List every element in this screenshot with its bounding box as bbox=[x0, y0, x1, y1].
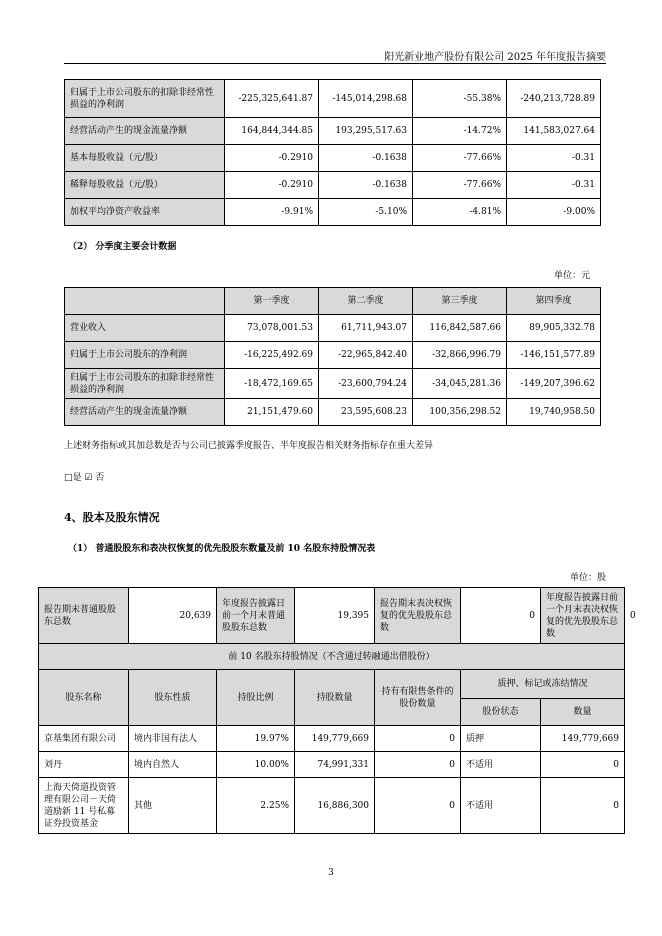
table-row bbox=[39, 778, 625, 834]
header-cell bbox=[65, 288, 225, 315]
table-row bbox=[65, 118, 601, 145]
shareholder-nature: 境内自然人 bbox=[129, 752, 217, 778]
cell-value: -34,045,281.36 bbox=[413, 369, 507, 399]
shareholding-ratio: 10.00% bbox=[217, 752, 295, 778]
table-header-row bbox=[39, 670, 625, 699]
header-cell: 数量 bbox=[541, 699, 625, 726]
cell-value: -145,014,298.68 bbox=[319, 80, 413, 118]
cell-value: 21,151,479.60 bbox=[225, 399, 319, 426]
cell-value: -5.10% bbox=[319, 199, 413, 226]
discrepancy-checkbox-options: □是 ☑ 否 bbox=[64, 473, 105, 483]
table-row bbox=[65, 399, 601, 426]
cell-value: 23,595,608.23 bbox=[319, 399, 413, 426]
pledged-amount: 0 bbox=[541, 778, 625, 834]
unit-label: 单位：股 bbox=[569, 573, 606, 583]
table-row bbox=[65, 199, 601, 226]
header-cell: 第三季度 bbox=[413, 288, 507, 315]
row-label: 稀释每股收益（元/股） bbox=[65, 172, 225, 199]
table-row bbox=[65, 315, 601, 342]
cell-value: 100,356,298.52 bbox=[413, 399, 507, 426]
cell-value: -146,151,577.89 bbox=[507, 342, 601, 369]
discrepancy-note: 上述财务指标或其加总数是否与公司已披露季度报告、半年度报告相关财务指标存在重大差异 bbox=[64, 441, 434, 451]
row-label: 基本每股收益（元/股） bbox=[65, 145, 225, 172]
table-row bbox=[65, 342, 601, 369]
cell-value: -77.66% bbox=[413, 172, 507, 199]
shareholding-quantity: 149,779,669 bbox=[295, 726, 375, 752]
cell-value: 19,395 bbox=[295, 588, 375, 644]
shareholder-name: 上海天倚道投资管理有限公司－天倚道励新 11 号私募证券投资基金 bbox=[39, 778, 129, 834]
cell-value: 61,711,943.07 bbox=[319, 315, 413, 342]
cell-value: -9.00% bbox=[507, 199, 601, 226]
cell-value: -16,225,492.69 bbox=[225, 342, 319, 369]
page-number: 3 bbox=[328, 868, 334, 878]
cell-value: 89,905,332.78 bbox=[507, 315, 601, 342]
header-cell: 质押、标记或冻结情况 bbox=[461, 670, 625, 699]
top10-title-cell: 前 10 名股东持股情况（不含通过转融通出借股份） bbox=[39, 644, 625, 670]
row-label: 经营活动产生的现金流量净额 bbox=[65, 399, 225, 426]
cell-value: -0.1638 bbox=[319, 172, 413, 199]
table-row bbox=[65, 80, 601, 118]
cell-value: -225,325,641.87 bbox=[225, 80, 319, 118]
share-status: 不适用 bbox=[461, 778, 541, 834]
table-row bbox=[39, 644, 625, 670]
cell-value: -0.2910 bbox=[225, 172, 319, 199]
shareholding-quantity: 74,991,331 bbox=[295, 752, 375, 778]
pledged-amount: 0 bbox=[541, 752, 625, 778]
cell-value: 141,583,027.64 bbox=[507, 118, 601, 145]
cell-value: -55.38% bbox=[413, 80, 507, 118]
cell-value: -22,965,842.40 bbox=[319, 342, 413, 369]
header-cell: 股东名称 bbox=[39, 670, 129, 726]
shareholder-table bbox=[38, 587, 636, 834]
shareholder-nature: 境内非国有法人 bbox=[129, 726, 217, 752]
cell-value: 164,844,344.85 bbox=[225, 118, 319, 145]
shareholding-quantity: 16,886,300 bbox=[295, 778, 375, 834]
main-accounting-data-table bbox=[64, 79, 601, 226]
share-capital-heading: 4、股本及股东情况 bbox=[64, 511, 160, 524]
cell-value: 73,078,001.53 bbox=[225, 315, 319, 342]
cell-value: 19,740,958.50 bbox=[507, 399, 601, 426]
cell-value: -0.31 bbox=[507, 145, 601, 172]
cell-value: -0.1638 bbox=[319, 145, 413, 172]
shareholder-name: 刘丹 bbox=[39, 752, 129, 778]
share-status: 质押 bbox=[461, 726, 541, 752]
report-header-title: 阳光新业地产股份有限公司 2025 年年度报告摘要 bbox=[384, 52, 606, 63]
cell-value: 193,295,517.63 bbox=[319, 118, 413, 145]
cell-value: -240,213,728.89 bbox=[507, 80, 601, 118]
shareholder-name: 京基集团有限公司 bbox=[39, 726, 129, 752]
header-cell: 第四季度 bbox=[507, 288, 601, 315]
restricted-shares: 0 bbox=[375, 778, 461, 834]
header-cell: 持股比例 bbox=[217, 670, 295, 726]
row-label: 报告期末普通股股东总数 bbox=[39, 588, 129, 644]
row-label: 营业收入 bbox=[65, 315, 225, 342]
header-cell: 第一季度 bbox=[225, 288, 319, 315]
pledged-amount: 149,779,669 bbox=[541, 726, 625, 752]
cell-value: -9.91% bbox=[225, 199, 319, 226]
cell-text: 0 bbox=[529, 610, 535, 621]
cell-value: -0.2910 bbox=[225, 145, 319, 172]
table-row bbox=[65, 172, 601, 199]
cell-value: -77.66% bbox=[413, 145, 507, 172]
cell-value: 116,842,587.66 bbox=[413, 315, 507, 342]
shareholding-ratio: 19.97% bbox=[217, 726, 295, 752]
row-label: 加权平均净资产收益率 bbox=[65, 199, 225, 226]
table-row: 报告期末普通股股东总数 20,639 年度报告披露日前一个月末普通股股东总数 19,395 报告期末表决权恢复的优先股股东总数 0 年度报告披露日前一个月末表决权恢复的优先股股东总数 0 bbox=[39, 588, 625, 644]
cell-value: -18,472,169.65 bbox=[225, 369, 319, 399]
header-cell: 持有有限售条件的股份数量 bbox=[375, 670, 461, 726]
quarterly-data-table bbox=[64, 287, 601, 426]
cell-value: -32,866,996.79 bbox=[413, 342, 507, 369]
row-label: 归属于上市公司股东的扣除非经常性损益的净利润 bbox=[65, 80, 225, 118]
cell-value bbox=[461, 588, 541, 644]
table-row bbox=[65, 369, 601, 399]
table-row bbox=[65, 145, 601, 172]
row-label: 经营活动产生的现金流量净额 bbox=[65, 118, 225, 145]
table-row bbox=[39, 752, 625, 778]
row-label: 报告期末表决权恢复的优先股股东总数 bbox=[375, 588, 461, 644]
cell-value: -14.72% bbox=[413, 118, 507, 145]
cell-value: 20,639 bbox=[129, 588, 217, 644]
row-label: 归属于上市公司股东的净利润 bbox=[65, 342, 225, 369]
row-label: 年度报告披露日前一个月末普通股股东总数 bbox=[217, 588, 295, 644]
shareholding-ratio: 2.25% bbox=[217, 778, 295, 834]
restricted-shares: 0 bbox=[375, 726, 461, 752]
shareholder-nature: 其他 bbox=[129, 778, 217, 834]
table-header-row bbox=[65, 288, 601, 315]
share-status: 不适用 bbox=[461, 752, 541, 778]
restricted-shares: 0 bbox=[375, 752, 461, 778]
cell-value: -149,207,396.62 bbox=[507, 369, 601, 399]
header-cell: 股东性质 bbox=[129, 670, 217, 726]
cell-value: -23,600,794.24 bbox=[319, 369, 413, 399]
header-divider bbox=[64, 63, 606, 64]
table-row bbox=[39, 726, 625, 752]
shareholder-table-heading: （1） 普通股股东和表决权恢复的优先股股东数量及前 10 名股东持股情况表 bbox=[68, 544, 376, 554]
header-cell: 持股数量 bbox=[295, 670, 375, 726]
unit-label: 单位：元 bbox=[553, 271, 590, 281]
header-cell: 股份状态 bbox=[461, 699, 541, 726]
row-label: 归属于上市公司股东的扣除非经常性损益的净利润 bbox=[65, 369, 225, 399]
cell-value: -4.81% bbox=[413, 199, 507, 226]
header-cell: 第二季度 bbox=[319, 288, 413, 315]
cell-value: -0.31 bbox=[507, 172, 601, 199]
row-label: 年度报告披露日前一个月末表决权恢复的优先股股东总数 bbox=[541, 588, 625, 644]
quarterly-data-heading: （2） 分季度主要会计数据 bbox=[68, 242, 177, 252]
